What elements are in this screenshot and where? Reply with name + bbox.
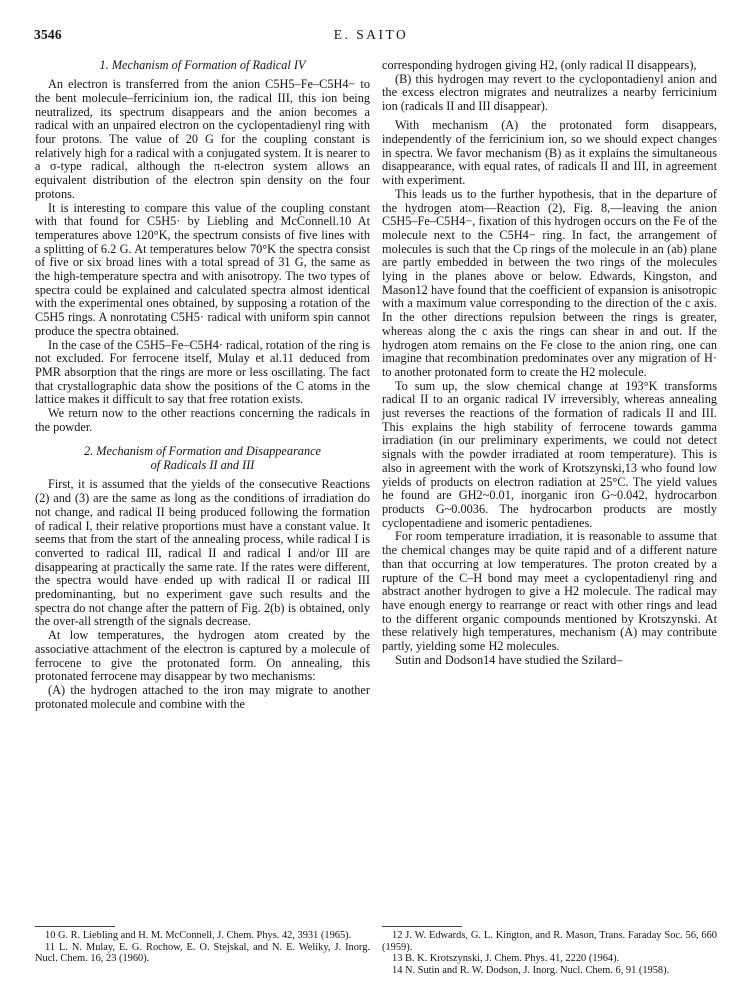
footnote: 11 L. N. Mulay, E. G. Rochow, E. O. Stejskal, and N. E. Weliky, J. Inorg. Nucl. Chem. 16, 23 (1960).	[35, 941, 370, 964]
page-number: 3546	[34, 27, 62, 42]
footnote: 10 G. R. Liebling and H. M. McConnell, J. Chem. Phys. 42, 3931 (1965).	[45, 930, 352, 941]
paragraph: (A) the hydrogen attached to the iron may migrate to another protonated molecule and combine with the	[35, 682, 370, 711]
paragraph: An electron is transferred from the anion C5H5–Fe–C5H4− to the bent molecule–ferricinium ion, the radical III, this ion being neutralized, its spectrum disappears and the anion becomes a radical with an unpaired electron on the cyclopentadienyl ring with four protons. The value of 20 G for the coupling constant is relatively high for a radical with a conjugated system. It is nearer to a σ-type radical, although the π-electron system allows an equivalent distribution of the electron spin density on the four protons.	[35, 77, 370, 201]
paragraph: For room temperature irradiation, it is reasonable to assume that the chemical changes may be quite rapid and of a different nature than that occurring at low temperatures. The proton created by a rupture of the C–H bond may meet a cyclopentadienyl ring and abstract another hydrogen to give a H2 molecule. The radical may have enough energy to rearrange or react with other rings and lead to the different organic compounds mentioned by Krotszynski. At these relatively high temperatures, mechanism (A) may contribute partly, yielding some H2 molecules.	[382, 529, 717, 654]
footnote: 13 B. K. Krotszynski, J. Chem. Phys. 41, 2220 (1964).	[392, 953, 620, 964]
footnote-divider	[35, 926, 115, 927]
running-head: E. SAITO	[333, 27, 409, 42]
paragraph: We return now to the other reactions concerning the radicals in the powder.	[35, 406, 370, 434]
paragraph: First, it is assumed that the yields of the consecutive Reactions (2) and (3) are the same as long as the conditions of irradiation do not change, and radical II being produced following the formation of radical I, their relative proportions must have a constant value. It seems that from the start of the annealing process, while radical I is converted to radical III, radical II and radical I and/or III are disappearing at practically the same rate. If the rates were different, the spectra would have ended up with radical II or radical III predominanting, but no experiment gave such results and the spectra do not change after the pattern of Fig. 2(b) is obtained, only the over-all strength of the signals decrease.	[35, 477, 370, 629]
footnote-divider	[382, 926, 462, 927]
footnotes-right	[382, 917, 717, 976]
paragraph: (B) this hydrogen may revert to the cyclopontadienyl anion and the excess electron migrates and neutralizes a nearby ferricinium ion (radicals II and III disappear).	[382, 71, 717, 114]
section-heading-mechanism-radical-iv: 1. Mechanism of Formation of Radical IV	[99, 58, 306, 72]
paragraph: With mechanism (A) the protonated form disappears, independently of the ferricinium ion, so we should expect changes in spectra. We favor mechanism (B) as it explains the simultaneous disappearance, with equal rates, of radicals II and III, in agreement with experiment.	[382, 118, 717, 188]
left-column	[35, 59, 370, 711]
right-column	[382, 59, 717, 667]
footnotes-left	[35, 917, 370, 965]
paragraph: At low temperatures, the hydrogen atom created by the associative attachment of the electron is captured by a molecule of ferrocene to give the protonated form. On annealing, this protonated ferrocene may disappear by two mechanisms:	[35, 628, 370, 684]
paragraph: Sutin and Dodson14 have studied the Szilard–	[395, 652, 623, 667]
paragraph: It is interesting to compare this value of the coupling constant with that found for C5H5· by Liebling and McConnell.10 At temperatures above 120°K, the spectrum consists of five lines with a splitting of 6.2 G. At temperatures below 70°K the spectra consist of five or six broad lines with a total spread of 31 G, the same as the high-temperature spectra and with anisotropy. The two types of spectra could be explained and calculated spectra almost identical with the experimental ones obtained, by supposing a rotation of the C5H5 rings. A nonrotating C5H5· radical with uniform spin cannot produce the spectra obtained.	[35, 200, 370, 338]
paragraph: This leads us to the further hypothesis, that in the departure of the hydrogen atom—Reaction (2), Fig. 8,—leaving the anion C5H5–Fe–C5H4−, fixation of this hydrogen occurs on the Fe of the molecule next to the C5H4− ring. In fact, the arrangement of molecules is such that the Cp rings of the molecule in an (ab) plane are partly embedded in between the two rings of the molecules lying in the planes above or below. Edwards, Kingston, and Mason12 have found that the coefficient of expansion is anisotropic with a maximum value corresponding to the direction of the c axis. In the other directions repulsion between the rings is greater, whereas along the c axis the rings can shear in and out. If the hydrogen atom remains on the Fe close to the anion ring, one can imagine that recombination predominates over any migration of H· to another protonated form to create the H2 molecule.	[382, 186, 717, 379]
page-header	[34, 28, 708, 46]
paragraph: To sum up, the slow chemical change at 193°K transforms radical II to an organic radical IV irreversibly, whereas annealing just reverses the reactions of the formation of radicals II and III. This explains the high stability of ferrocene towards gamma irradiation (in our preliminary experiments, we could not detect signals with the powder irradiated at room temperature). This is also in agreement with the work of Krotszynski,13 who found low yields of products on electron radiation at 25°C. The yield values he found are GH2~0.01, inorganic iron G~0.042, hydrocarbon products G~0.0036. The hydrocarbon products are mostly cyclopentadiene and isomeric pentadienes.	[382, 378, 717, 530]
section-heading-line: 2. Mechanism of Formation and Disappearance	[83, 444, 322, 459]
paragraph: In the case of the C5H5–Fe–C5H4· radical, rotation of the ring is not excluded. For ferrocene itself, Mulay et al.11 deduced from PMR absorption that the rings are more or less oscillating. The fact that crystallographic data show the positions of the C atoms in the lattice makes it difficult to say that free rotation exists.	[35, 337, 370, 407]
section-heading-line: of Radicals II and III	[150, 458, 255, 473]
footnote: 14 N. Sutin and R. W. Dodson, J. Inorg. Nucl. Chem. 6, 91 (1958).	[392, 964, 670, 976]
section-heading-radicals-ii-iii	[35, 445, 370, 472]
footnote: 12 J. W. Edwards, G. L. Kington, and R. Mason, Trans. Faraday Soc. 56, 660 (1959).	[382, 930, 717, 953]
paragraph: corresponding hydrogen giving H2, (only radical II disappears),	[382, 58, 697, 72]
